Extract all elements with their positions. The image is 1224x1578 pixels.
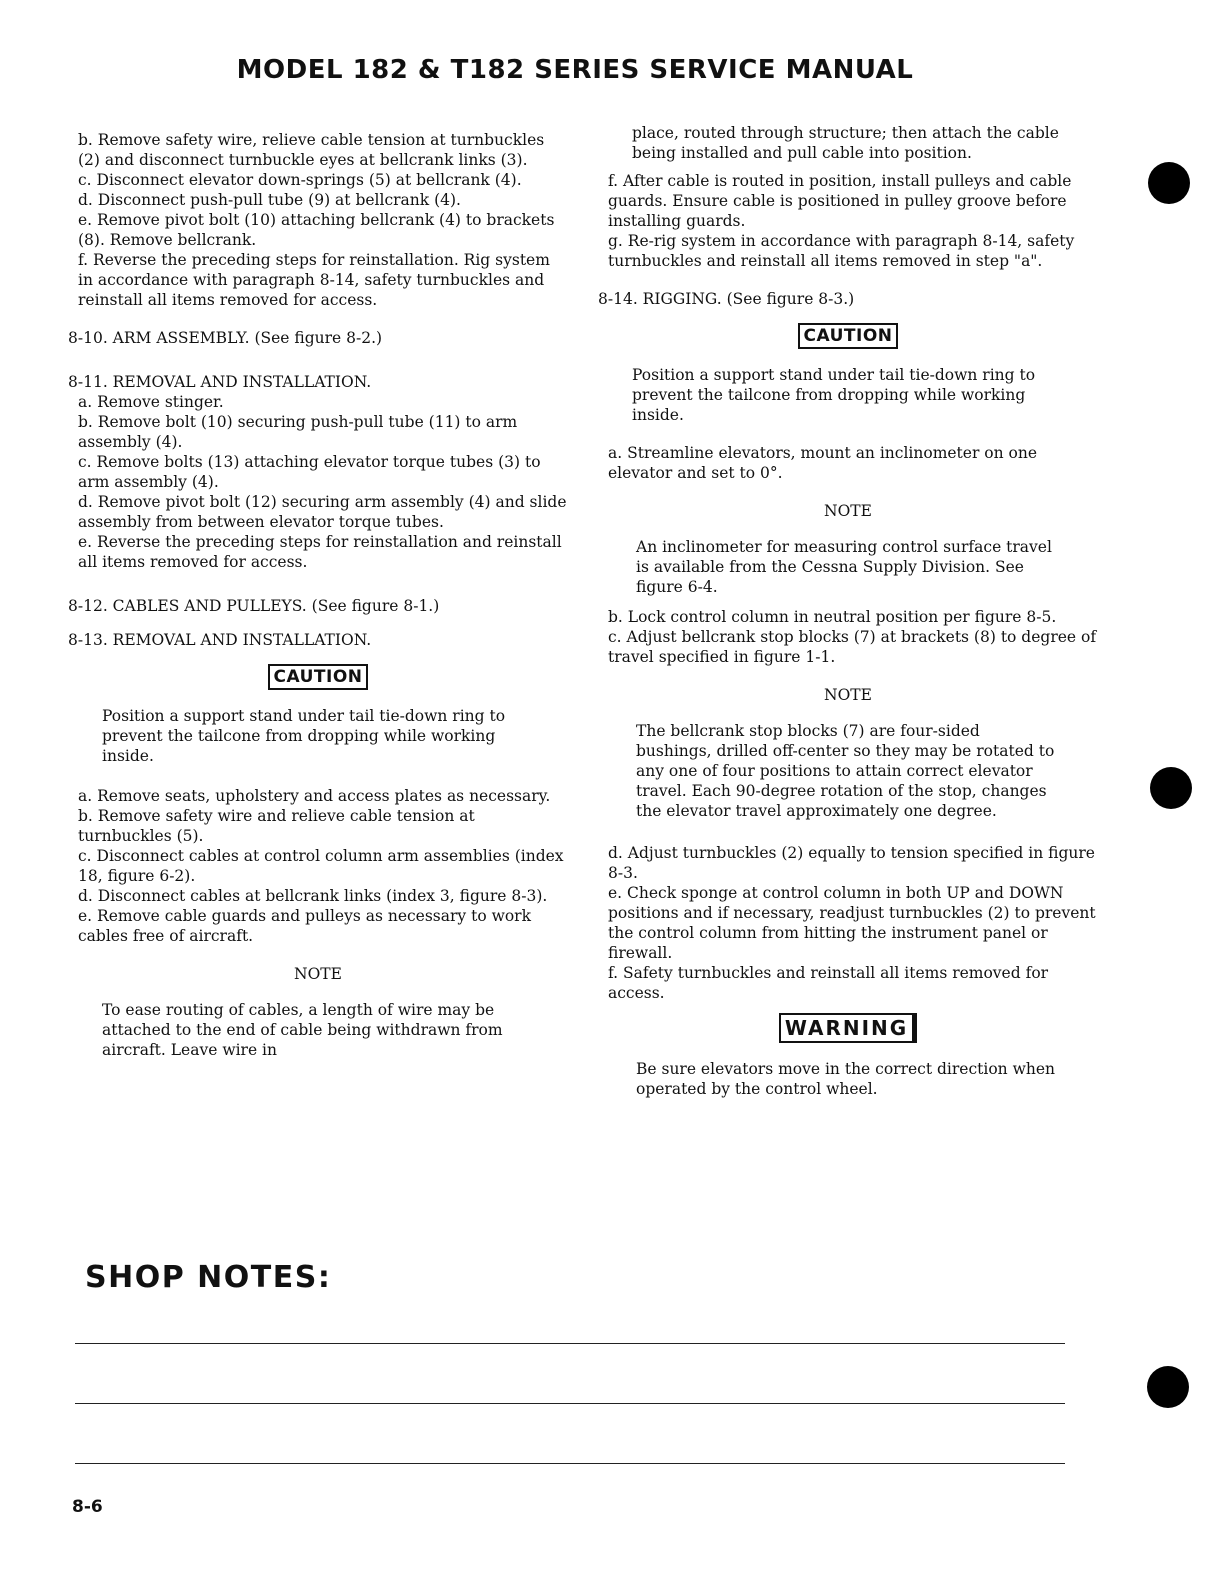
binder-hole-icon <box>1150 767 1192 809</box>
note-label: NOTE <box>824 502 872 520</box>
section-heading: 8-10. ARM ASSEMBLY. (See figure 8-2.) <box>68 329 383 347</box>
caution-box <box>598 323 1098 349</box>
section-heading: 8-12. CABLES AND PULLEYS. (See figure 8-1.) <box>68 597 440 615</box>
paragraph: d. Disconnect cables at bellcrank links (index 3, figure 8-3). <box>78 887 548 905</box>
binder-hole-icon <box>1148 162 1190 204</box>
section-heading: 8-13. REMOVAL AND INSTALLATION. <box>68 631 372 649</box>
paragraph: f. Safety turnbuckles and reinstall all items removed for access. <box>608 964 1049 1002</box>
caution-badge: CAUTION <box>268 664 367 690</box>
warning-box <box>598 1013 1098 1043</box>
note-text: To ease routing of cables, a length of wire may be attached to the end of cable being withdrawn from aircraft. Leave wire in <box>102 1001 503 1059</box>
paragraph: a. Streamline elevators, mount an inclinometer on one elevator and set to 0°. <box>608 444 1038 482</box>
paragraph: d. Remove pivot bolt (12) securing arm assembly (4) and slide assembly from between elevator torque tubes. <box>78 493 567 531</box>
paragraph: a. Remove stinger. <box>78 393 224 411</box>
note-text-continued: place, routed through structure; then attach the cable being installed and pull cable into position. <box>632 124 1059 162</box>
right-column <box>598 123 1098 1099</box>
caution-badge: CAUTION <box>798 323 897 349</box>
paragraph: e. Check sponge at control column in both UP and DOWN positions and if necessary, readjust turnbuckles (2) to prevent the control column from hitting the instrument panel or firewall. <box>608 884 1096 962</box>
shop-notes-line <box>75 1343 1065 1344</box>
paragraph: e. Remove pivot bolt (10) attaching bellcrank (4) to brackets (8). Remove bellcrank. <box>78 211 555 249</box>
paragraph: b. Remove safety wire and relieve cable tension at turnbuckles (5). <box>78 807 475 845</box>
binder-hole-icon <box>1147 1366 1189 1408</box>
paragraph: e. Remove cable guards and pulleys as necessary to work cables free of aircraft. <box>78 907 531 945</box>
caution-text: Position a support stand under tail tie-down ring to prevent the tailcone from dropping while working inside. <box>102 707 506 765</box>
paragraph: f. After cable is routed in position, install pulleys and cable guards. Ensure cable is positioned in pulley groove before installing guards. <box>608 172 1072 230</box>
paragraph: c. Disconnect elevator down-springs (5) at bellcrank (4). <box>78 171 522 189</box>
warning-badge: WARNING <box>779 1013 917 1043</box>
paragraph: b. Remove bolt (10) securing push-pull tube (11) to arm assembly (4). <box>78 413 518 451</box>
paragraph: c. Disconnect cables at control column arm assemblies (index 18, figure 6-2). <box>78 847 564 885</box>
caution-box <box>68 664 568 690</box>
shop-notes-heading: SHOP NOTES: <box>85 1260 332 1295</box>
paragraph: d. Adjust turnbuckles (2) equally to tension specified in figure 8-3. <box>608 844 1095 882</box>
section-heading: 8-11. REMOVAL AND INSTALLATION. <box>68 373 372 391</box>
paragraph: b. Remove safety wire, relieve cable tension at turnbuckles (2) and disconnect turnbuckle eyes at bellcrank links (3). <box>78 131 545 169</box>
paragraph: c. Adjust bellcrank stop blocks (7) at brackets (8) to degree of travel specified in figure 1-1. <box>608 628 1097 666</box>
note-label: NOTE <box>824 686 872 704</box>
paragraph: d. Disconnect push-pull tube (9) at bellcrank (4). <box>78 191 461 209</box>
section-heading: 8-14. RIGGING. (See figure 8-3.) <box>598 290 855 308</box>
shop-notes-line <box>75 1403 1065 1404</box>
page-title: MODEL 182 & T182 SERIES SERVICE MANUAL <box>236 55 914 85</box>
note-label: NOTE <box>294 965 342 983</box>
shop-notes-line <box>75 1463 1065 1464</box>
caution-text: Position a support stand under tail tie-down ring to prevent the tailcone from dropping while working inside. <box>632 366 1036 424</box>
note-text: An inclinometer for measuring control surface travel is available from the Cessna Supply Division. See figure 6-4. <box>636 538 1052 596</box>
paragraph: f. Reverse the preceding steps for reinstallation. Rig system in accordance with paragraph 8-14, safety turnbuckles and reinstall all items removed for access. <box>78 251 550 309</box>
note-text: The bellcrank stop blocks (7) are four-sided bushings, drilled off-center so they may be rotated to any one of four positions to attain correct elevator travel. Each 90-degree rotation of the stop, changes the elevator travel approximately one degree. <box>636 722 1055 820</box>
paragraph: c. Remove bolts (13) attaching elevator torque tubes (3) to arm assembly (4). <box>78 453 541 491</box>
paragraph: g. Re-rig system in accordance with paragraph 8-14, safety turnbuckles and reinstall all items removed in step "a". <box>608 232 1075 270</box>
left-column <box>68 130 568 1060</box>
paragraph: a. Remove seats, upholstery and access plates as necessary. <box>78 787 551 805</box>
paragraph: e. Reverse the preceding steps for reinstallation and reinstall all items removed for access. <box>78 533 562 571</box>
paragraph: b. Lock control column in neutral position per figure 8-5. <box>608 608 1057 626</box>
warning-text: Be sure elevators move in the correct direction when operated by the control wheel. <box>636 1060 1055 1098</box>
page-number: 8-6 <box>72 1497 103 1517</box>
